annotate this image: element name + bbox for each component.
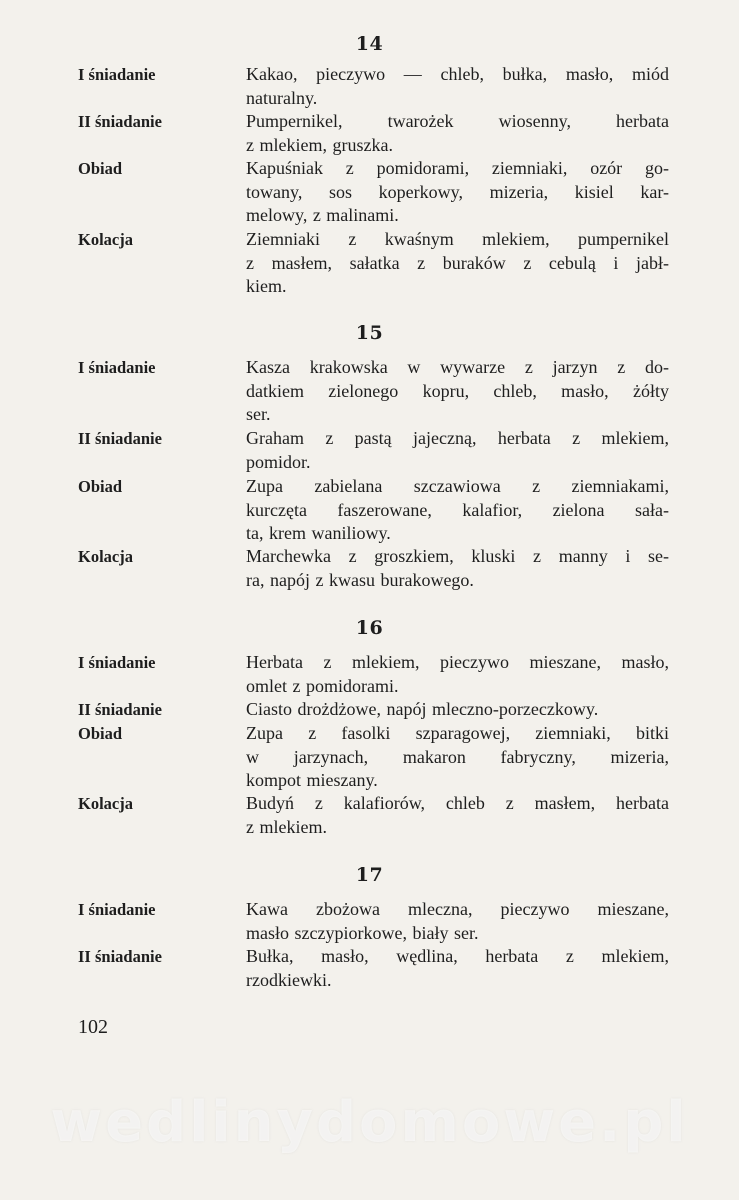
- meal-line: Pumpernikel, twarożek wiosenny, herbata: [246, 111, 669, 131]
- meal-label: II śniadanie: [78, 947, 162, 966]
- meal-line: kurczęta faszerowane, kalafior, zielona sała-: [246, 499, 669, 520]
- meal-line: z mlekiem, gruszka.: [246, 134, 393, 155]
- meal-line: Kawa zbożowa mleczna, pieczywo mieszane,: [246, 899, 669, 919]
- meal-line: z mlekiem.: [246, 816, 327, 837]
- meal-line: Zupa z fasolki szparagowej, ziemniaki, bitki: [246, 723, 669, 743]
- meal-label: II śniadanie: [78, 429, 162, 448]
- meal-line: masło szczypiorkowe, biały ser.: [246, 922, 479, 943]
- meal-description: [246, 427, 669, 474]
- meal-line: Bułka, masło, wędlina, herbata z mlekiem,: [246, 946, 669, 966]
- meal-label: I śniadanie: [78, 358, 156, 377]
- watermark: wedlinydomowe.pl: [50, 1090, 689, 1155]
- meal-label: Kolacja: [78, 794, 133, 813]
- meal-line: Kapuśniak z pomidorami, ziemniaki, ozór go-: [246, 158, 669, 178]
- meal-line: ta, krem waniliowy.: [246, 523, 391, 543]
- meal-label: II śniadanie: [78, 700, 162, 719]
- meal-label: I śniadanie: [78, 653, 156, 672]
- meal-description: [246, 722, 669, 793]
- meal-description: [246, 945, 669, 992]
- meal-line: Kakao, pieczywo — chleb, bułka, masło, miód: [246, 64, 669, 84]
- meal-label: I śniadanie: [78, 65, 156, 84]
- meal-line: Marchewka z groszkiem, kluski z manny i se-: [246, 546, 669, 566]
- meal-line: kompot mieszany.: [246, 770, 378, 790]
- day-number: 14: [355, 33, 384, 55]
- meal-description: [246, 63, 669, 110]
- meal-description: [246, 792, 669, 839]
- meal-line: towany, sos koperkowy, mizeria, kisiel kar-: [246, 181, 669, 202]
- meal-line: ra, napój z kwasu burakowego.: [246, 569, 474, 590]
- meal-line: w jarzynach, makaron fabryczny, mizeria,: [246, 746, 669, 767]
- meal-line: Ciasto drożdżowe, napój mleczno-porzeczkowy.: [246, 699, 599, 719]
- meal-label: Obiad: [78, 724, 123, 743]
- meal-label: II śniadanie: [78, 112, 162, 131]
- page-number: 102: [78, 1016, 108, 1038]
- meal-line: melowy, z malinami.: [246, 205, 399, 225]
- meal-line: Zupa zabielana szczawiowa z ziemniakami,: [246, 476, 669, 496]
- meal-line: z masłem, sałatka z buraków z cebulą i jabł-: [246, 252, 669, 273]
- meal-description: [246, 475, 669, 546]
- meal-line: pomidor.: [246, 451, 311, 472]
- meal-label: I śniadanie: [78, 900, 156, 919]
- meal-line: naturalny.: [246, 87, 318, 108]
- meal-description: [246, 356, 669, 427]
- day-number: 17: [355, 864, 384, 886]
- meal-line: Ziemniaki z kwaśnym mlekiem, pumpernikel: [246, 229, 669, 249]
- meal-line: Graham z pastą jajeczną, herbata z mlekiem,: [246, 428, 669, 448]
- meal-line: Herbata z mlekiem, pieczywo mieszane, masło,: [246, 652, 669, 672]
- meal-description: [246, 698, 669, 722]
- meal-description: [246, 157, 669, 228]
- meal-label: Obiad: [78, 159, 123, 178]
- meal-line: omlet z pomidorami.: [246, 675, 399, 696]
- meal-description: [246, 651, 669, 698]
- meal-description: [246, 545, 669, 592]
- meal-label: Obiad: [78, 477, 123, 496]
- meal-line: ser.: [246, 404, 271, 424]
- meal-line: datkiem zielonego kopru, chleb, masło, żółty: [246, 380, 669, 401]
- meal-line: rzodkiewki.: [246, 969, 332, 990]
- meal-line: kiem.: [246, 276, 287, 296]
- meal-line: Kasza krakowska w wywarze z jarzyn z do-: [246, 357, 669, 377]
- day-number: 15: [355, 322, 384, 344]
- meal-description: [246, 898, 669, 945]
- meal-label: Kolacja: [78, 547, 133, 566]
- day-number: 16: [355, 617, 384, 639]
- meal-label: Kolacja: [78, 230, 133, 249]
- meal-description: [246, 228, 669, 299]
- meal-line: Budyń z kalafiorów, chleb z masłem, herbata: [246, 793, 669, 813]
- meal-description: [246, 110, 669, 157]
